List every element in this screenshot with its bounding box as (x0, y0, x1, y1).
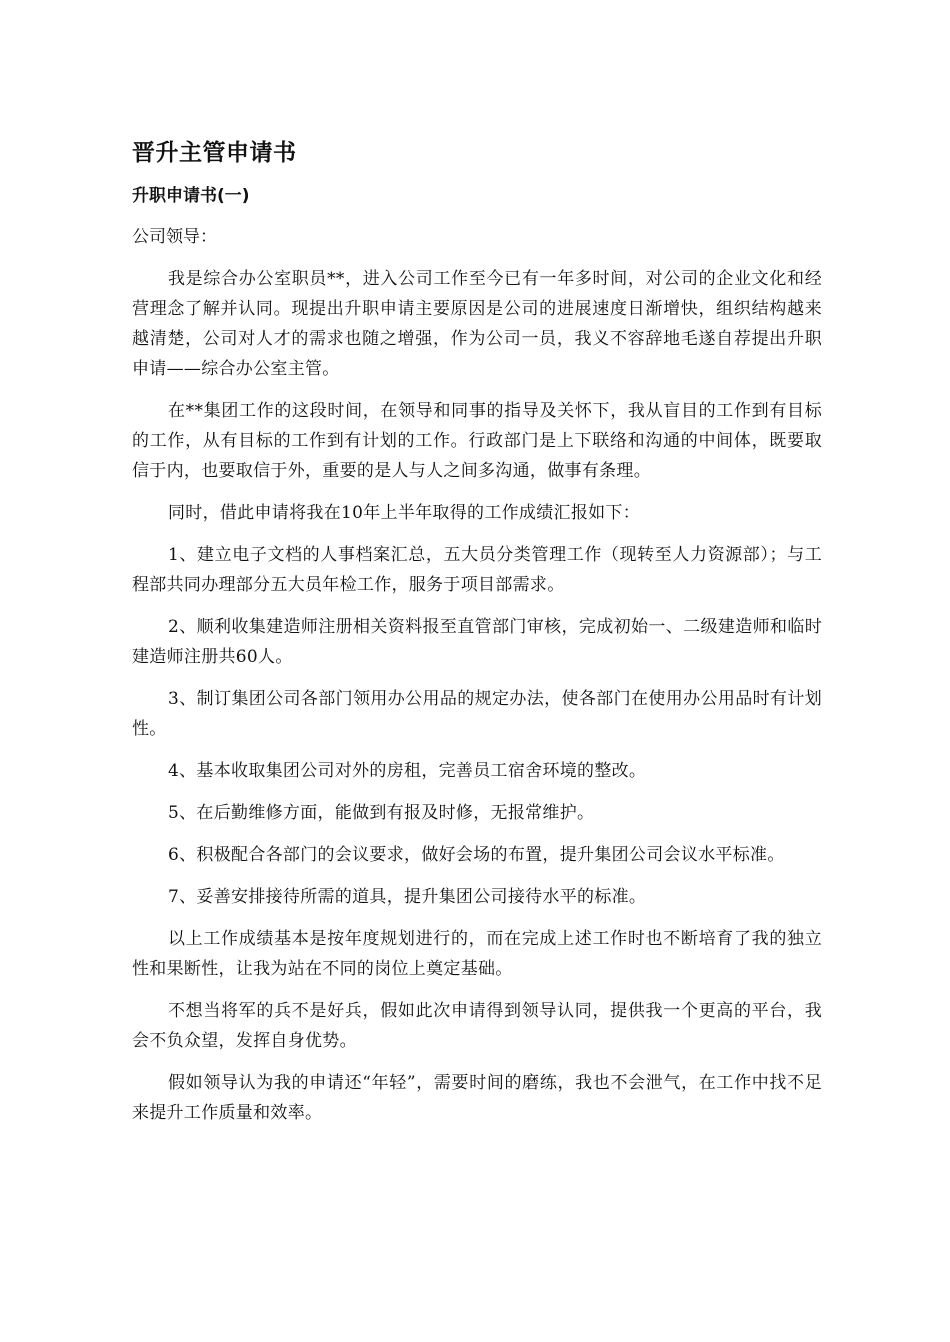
paragraph-summary: 以上工作成绩基本是按年度规划进行的，而在完成上述工作时也不断培育了我的独立性和果断性，让我为站在不同的岗位上奠定基础。 (132, 929, 822, 979)
list-item-3: 3、制订集团公司各部门领用办公用品的规定办法，使各部门在使用办公用品时有计划性。 (132, 689, 822, 739)
list-item-2: 2、顺利收集建造师注册相关资料报至直管部门审核，完成初始一、二级建造师和临时建造师注册共60人。 (132, 617, 822, 667)
list-item-1: 1、建立电子文档的人事档案汇总，五大员分类管理工作（现转至人力资源部）；与工程部共同办理部分五大员年检工作，服务于项目部需求。 (132, 545, 822, 595)
document-title: 晋升主管申请书 (132, 140, 297, 166)
document-subtitle: 升职申请书(一) (132, 186, 250, 206)
paragraph-ambition: 不想当将军的兵不是好兵，假如此次申请得到领导认同，提供我一个更高的平台，我会不负众望，发挥自身优势。 (132, 1001, 822, 1051)
list-item-7: 7、妥善安排接待所需的道具，提升集团公司接待水平的标准。 (168, 887, 647, 907)
list-item-6: 6、积极配合各部门的会议要求，做好会场的布置，提升集团公司会议水平标准。 (168, 845, 785, 865)
document-body (132, 136, 822, 1128)
paragraph-intro: 我是综合办公室职员**，进入公司工作至今已有一年多时间，对公司的企业文化和经营理念了解并认同。现提出升职申请主要原因是公司的进展速度日渐增快，组织结构越来越清楚，公司对人才的需求也随之增强，作为公司一员，我义不容辞地毛遂自荐提出升职申请——综合办公室主管。 (132, 269, 822, 379)
paragraph-experience: 在**集团工作的这段时间，在领导和同事的指导及关怀下，我从盲目的工作到有目标的工作，从有目标的工作到有计划的工作。行政部门是上下联络和沟通的中间体，既要取信于内，也要取信于外，重要的是人与人之间多沟通，做事有条理。 (132, 401, 822, 481)
paragraph-closing: 假如领导认为我的申请还“年轻”，需要时间的磨练，我也不会泄气，在工作中找不足来提升工作质量和效率。 (132, 1073, 822, 1123)
paragraph-report-intro: 同时，借此申请将我在10年上半年取得的工作成绩汇报如下： (168, 503, 641, 523)
list-item-4: 4、基本收取集团公司对外的房租，完善员工宿舍环境的整改。 (168, 761, 647, 781)
list-item-5: 5、在后勤维修方面，能做到有报及时修，无报常维护。 (168, 803, 595, 823)
salutation: 公司领导： (132, 227, 217, 247)
